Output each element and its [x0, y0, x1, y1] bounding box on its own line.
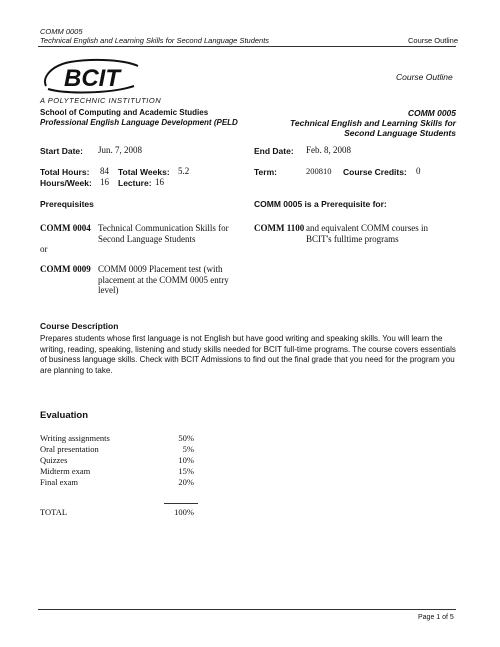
evaluation-item-label: Midterm exam — [40, 466, 91, 476]
evaluation-item-value: 50% — [178, 433, 194, 443]
evaluation-item-label: Oral presentation — [40, 444, 99, 454]
course-credits-label: Course Credits: — [343, 167, 407, 177]
start-date-value: Jun. 7, 2008 — [98, 145, 143, 155]
term-label: Term: — [254, 167, 277, 177]
prereq-2-title-line2: placement at the COMM 0005 entry — [98, 274, 229, 285]
prereq-or: or — [40, 244, 48, 254]
school-name: School of Computing and Academic Studies — [40, 108, 209, 117]
total-weeks-label: Total Weeks: — [118, 167, 170, 177]
term-value: 200810 — [306, 166, 332, 176]
course-code: COMM 0005 — [407, 108, 456, 118]
department-name: Professional English Language Development (PELD — [40, 118, 238, 127]
evaluation-item-value: 15% — [178, 466, 194, 476]
logo-wordmark: BCIT — [64, 65, 120, 92]
prereq-for-line2: BCIT's fulltime programs — [306, 233, 399, 244]
prereq-for-line1: and equivalent COMM courses in — [306, 223, 428, 233]
lecture-label: Lecture: — [118, 178, 152, 188]
end-date-value: Feb. 8, 2008 — [306, 145, 351, 155]
hours-week-value: 16 — [100, 177, 109, 187]
evaluation-total-label: TOTAL — [40, 507, 68, 517]
logo-tagline: A POLYTECHNIC INSTITUTION — [40, 96, 162, 105]
header-course-code: COMM 0005 — [40, 27, 83, 36]
prerequisites-heading: Prerequisites — [40, 199, 94, 209]
header-doc-type: Course Outline — [408, 36, 459, 45]
evaluation-total-value: 100% — [174, 507, 194, 517]
prereq-2-title-line1: COMM 0009 Placement test (with — [98, 264, 223, 274]
total-hours-value: 84 — [100, 166, 109, 176]
header-rule — [38, 46, 456, 47]
evaluation-item-value: 5% — [182, 444, 194, 454]
prereq-1-title-line1: Technical Communication Skills for — [98, 223, 229, 233]
prereq-for-code: COMM 1100 — [254, 223, 305, 233]
evaluation-item-label: Writing assignments — [40, 433, 110, 443]
start-date-label: Start Date: — [40, 146, 83, 156]
page-number: Page 1 of 5 — [418, 614, 454, 621]
header-course-title: Technical English and Learning Skills for Second Language Students — [40, 36, 270, 45]
prerequisite-for-heading: COMM 0005 is a Prerequisite for: — [254, 199, 387, 209]
evaluation-item-label: Quizzes — [40, 455, 68, 465]
hours-week-label: Hours/Week: — [40, 178, 92, 188]
total-weeks-value: 5.2 — [178, 166, 190, 176]
end-date-label: End Date: — [254, 146, 294, 156]
footer-rule — [38, 609, 456, 610]
lecture-value: 16 — [155, 177, 164, 187]
prereq-2-code: COMM 0009 — [40, 264, 91, 274]
prereq-2-title-line3: level) — [98, 285, 119, 295]
course-title-line2: Second Language Students — [344, 128, 456, 138]
logo-doc-type: Course Outline — [396, 72, 453, 82]
course-title-line1: Technical English and Learning Skills for — [290, 118, 456, 128]
course-credits-value: 0 — [416, 166, 421, 176]
prereq-1-code: COMM 0004 — [40, 223, 91, 233]
total-hours-label: Total Hours: — [40, 167, 90, 177]
bcit-logo — [40, 56, 144, 96]
bcit-logo-graphic — [40, 56, 144, 96]
evaluation-heading: Evaluation — [40, 410, 89, 421]
evaluation-item-value: 20% — [178, 477, 194, 487]
evaluation-total-rule — [164, 503, 198, 504]
course-description-heading: Course Description — [40, 321, 119, 331]
course-description-text: Prepares students whose first language is not English but have good writing and speaking skills. You will learn the writing, reading, speaking, listening and study skills needed for BCIT full-time programs. The course covers essentials of business language skills. Check with BCIT Admissions to find out the final grade that you need for the program you are planning to take. — [40, 334, 456, 375]
prereq-1-title-line2: Second Language Students — [98, 233, 196, 244]
evaluation-item-value: 10% — [178, 455, 194, 465]
evaluation-item-label: Final exam — [40, 477, 79, 487]
